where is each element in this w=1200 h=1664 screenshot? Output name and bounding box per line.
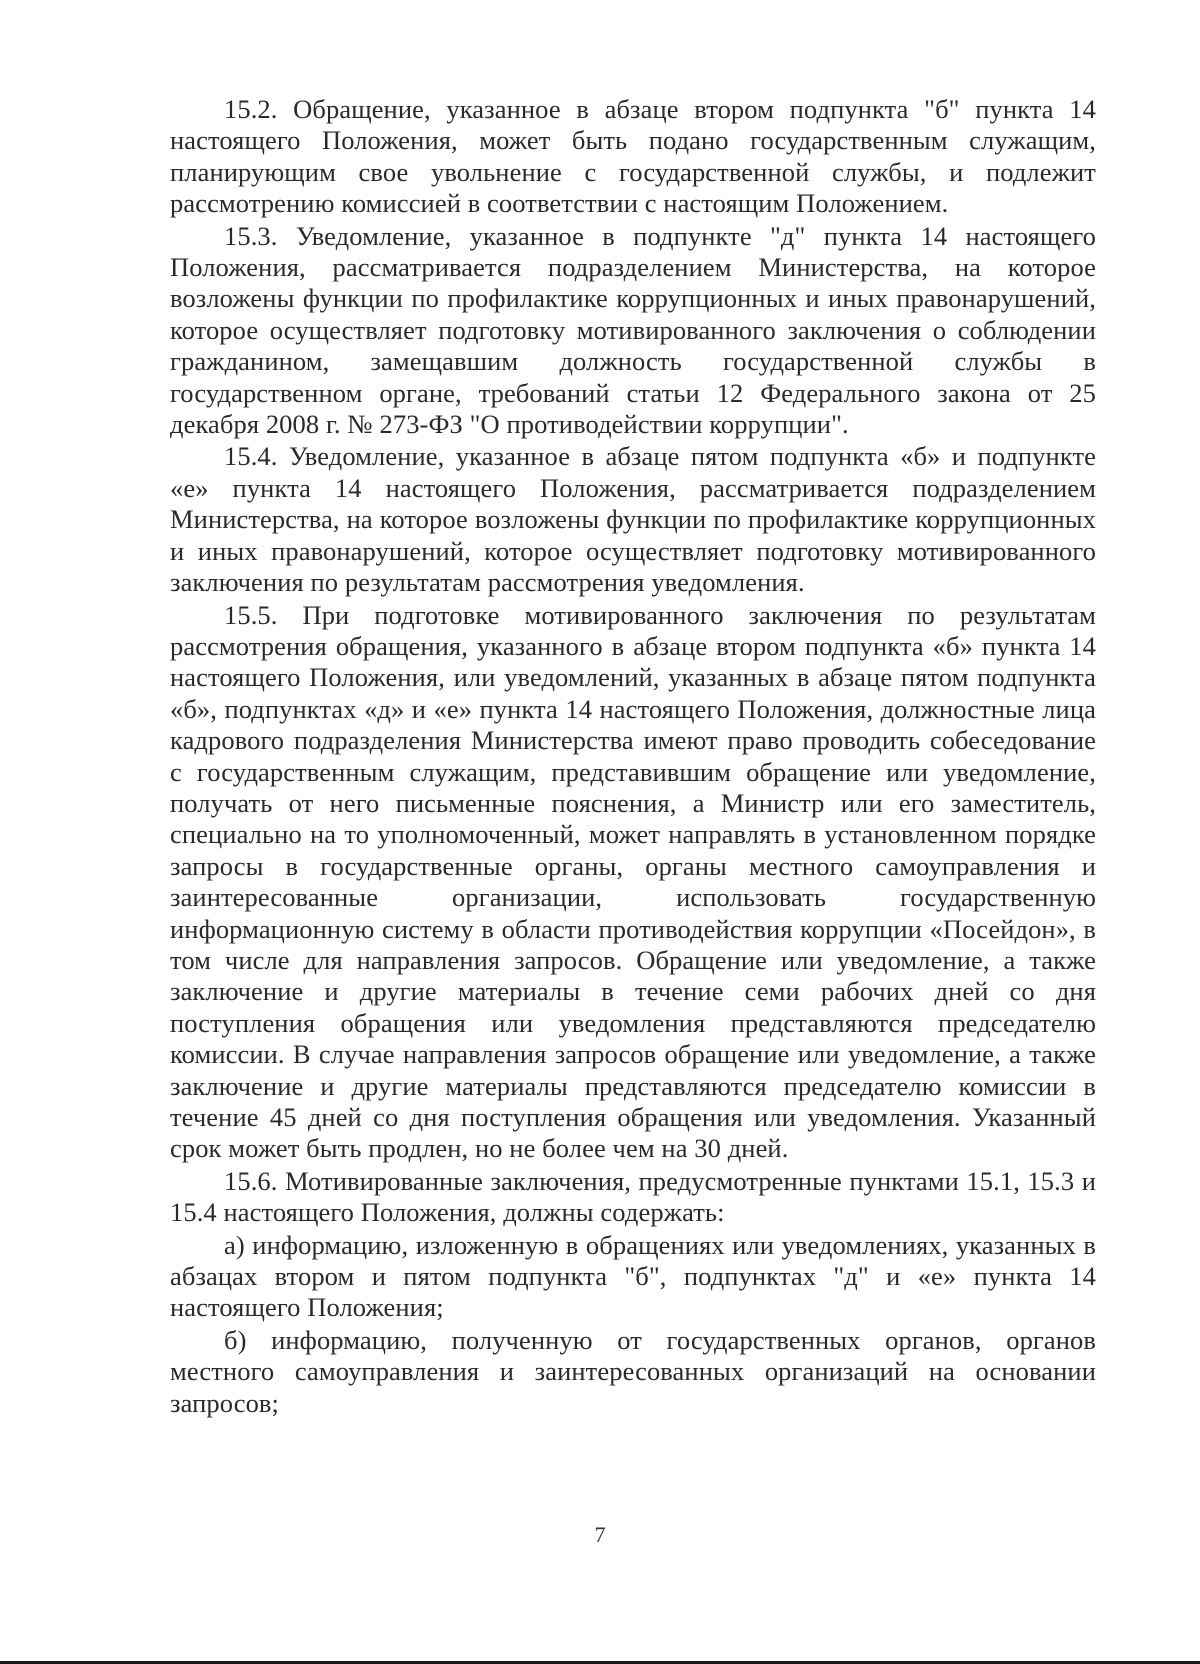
paragraph-15-5: 15.5. При подготовке мотивированного заключения по результатам рассмотрения обращения, указанного в абзаце втором подпункта «б» пункта 14 настоящего Положения, или уведомлений, указанных в абзаце пятом подпункта «б», подпунктах «д» и «е» пункта 14 настоящего Положения, должностные лица кадрового подразделения Министерства имеют право проводить собеседование с государственным служащим, представившим обращение или уведомление, получать от него письменные пояснения, а Министр или его заместитель, специально на то уполномоченный, может направлять в установленном порядке запросы в государственные органы, органы местного самоуправления и заинтересованные организации, использовать государственную информационную систему в области противодействия коррупции «Посейдон», в том числе для направления запросов. Обращение или уведомление, а также заключение и другие материалы в течение семи рабочих дней со дня поступления обращения или уведомления представляются председателю комиссии. В случае направления запросов обращение или уведомление, а также заключение и другие материалы представляются председателю комиссии в течение 45 дней со дня поступления обращения или уведомления. Указанный срок может быть продлен, но не более чем на 30 дней. bbox=[170, 599, 1096, 1164]
paragraph-15-2: 15.2. Обращение, указанное в абзаце втором подпункта "б" пункта 14 настоящего Положения, может быть подано государственным служащим, планирующим свое увольнение с государственной службы, и подлежит рассмотрению комиссией в соответствии с настоящим Положением. bbox=[170, 94, 1096, 219]
paragraph-15-6-b: б) информацию, полученную от государственных органов, органов местного самоуправления и заинтересованных организаций на основании запросов; bbox=[170, 1324, 1096, 1418]
paragraph-15-4: 15.4. Уведомление, указанное в абзаце пятом подпункта «б» и подпункте «е» пункта 14 настоящего Положения, рассматривается подразделением Министерства, на которое возложены функции по профилактике коррупционных и иных правонарушений, которое осуществляет подготовку мотивированного заключения по результатам рассмотрения уведомления. bbox=[170, 441, 1096, 598]
document-body bbox=[170, 94, 1096, 1419]
paragraph-15-6: 15.6. Мотивированные заключения, предусмотренные пунктами 15.1, 15.3 и 15.4 настоящего Положения, должны содержать: bbox=[170, 1165, 1096, 1228]
page-number: 7 bbox=[594, 1522, 606, 1547]
paragraph-15-3: 15.3. Уведомление, указанное в подпункте "д" пункта 14 настоящего Положения, рассматривается подразделением Министерства, на которое возложены функции по профилактике коррупционных и иных правонарушений, которое осуществляет подготовку мотивированного заключения о соблюдении гражданином, замещавшим должность государственной службы в государственном органе, требований статьи 12 Федерального закона от 25 декабря 2008 г. № 273-ФЗ "О противодействии коррупции". bbox=[170, 220, 1096, 440]
paragraph-15-6-a: а) информацию, изложенную в обращениях или уведомлениях, указанных в абзацах втором и пятом подпункта "б", подпунктах "д" и «е» пункта 14 настоящего Положения; bbox=[170, 1229, 1096, 1323]
